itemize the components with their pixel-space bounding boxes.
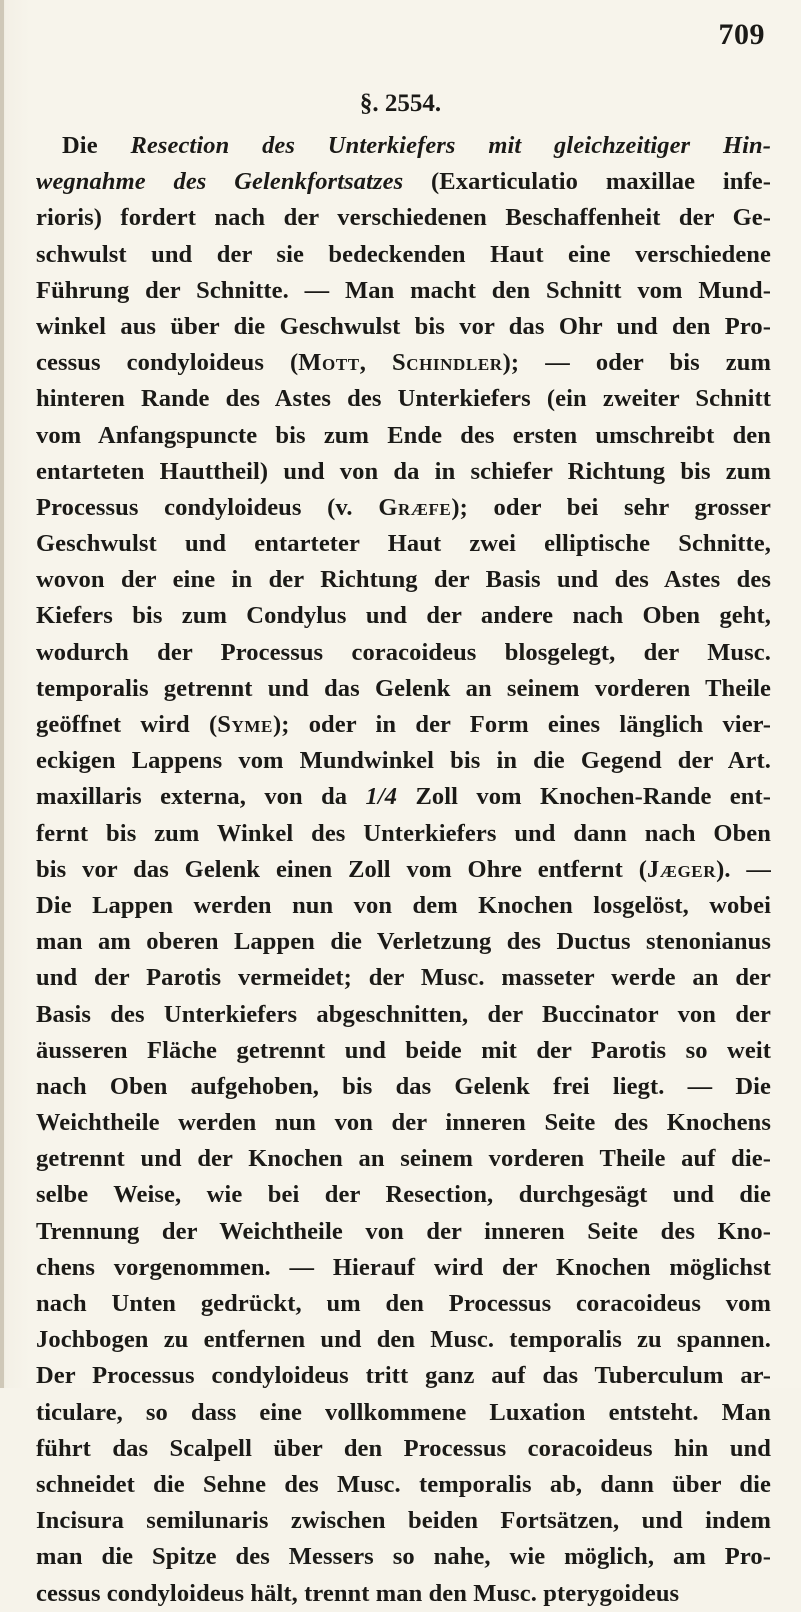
text-run: wodurch der Processus coracoideus blosgelegt, der Musc. xyxy=(36,638,771,666)
text-line xyxy=(36,779,771,815)
author-name: Syme xyxy=(217,711,273,738)
text-line xyxy=(36,1250,771,1286)
text-run: winkel aus über die Geschwulst bis vor das Ohr und den Pro- xyxy=(36,312,771,340)
italic-text: Resection des Unterkiefers mit gleichzeitiger Hin- xyxy=(130,132,771,159)
text-run: ). — xyxy=(716,855,771,883)
text-line xyxy=(36,1214,771,1250)
text-run: maxillaris externa, von da xyxy=(36,783,366,811)
text-line xyxy=(36,200,771,236)
text-run: führt das Scalpell über den Processus coracoideus hin und xyxy=(36,1434,771,1462)
text-line xyxy=(36,418,771,454)
text-run: nach Unten gedrückt, um den Processus coracoideus vom xyxy=(36,1290,771,1317)
text-run: rioris) fordert nach der verschiedenen Beschaffenheit der Ge- xyxy=(36,204,771,232)
text-line xyxy=(36,1358,771,1394)
text-line xyxy=(36,562,771,598)
text-run: schneidet die Sehne des Musc. temporalis ab, dann über die xyxy=(36,1470,771,1498)
author-name: Schindler xyxy=(392,349,503,377)
section-heading: §. 2554. xyxy=(359,90,442,117)
text-run: man die Spitze des Messers so nahe, wie möglich, am Pro- xyxy=(36,1543,771,1571)
author-name: Græfe xyxy=(378,493,452,521)
text-run: man am oberen Lappen die Verletzung des Ductus stenonianus xyxy=(36,928,771,956)
text-run: Jochbogen zu entfernen und den Musc. temporalis zu spannen. xyxy=(36,1326,771,1354)
text-run: Incisura semilunaris zwischen beiden Fortsätzen, und indem xyxy=(36,1507,771,1535)
text-run: Processus condyloideus (v. xyxy=(36,493,379,521)
text-run: eckigen Lappens vom Mundwinkel bis in die Gegend der Art. xyxy=(36,747,771,775)
text-line xyxy=(36,997,771,1033)
text-run: temporalis getrennt und das Gelenk an seinem vorderen Theile xyxy=(36,674,771,702)
text-line xyxy=(36,1503,771,1539)
text-run: cessus condyloideus ( xyxy=(36,349,299,377)
text-line xyxy=(36,490,771,526)
body-text xyxy=(36,128,771,1612)
text-line xyxy=(36,924,771,960)
text-run: Kiefers bis zum Condylus und der andere nach Oben geht, xyxy=(36,602,771,630)
text-run: Basis des Unterkiefers abgeschnitten, der Buccinator von der xyxy=(36,1000,771,1028)
text-run: bis vor das Gelenk einen Zoll vom Ohre entfernt ( xyxy=(36,855,647,883)
page-number: 709 xyxy=(718,18,765,51)
text-run: Die Lappen werden nun von dem Knochen losgelöst, wobei xyxy=(36,891,771,919)
author-name: Mott xyxy=(298,349,360,377)
text-line xyxy=(36,671,771,707)
text-line xyxy=(36,526,771,562)
text-line xyxy=(36,309,771,345)
text-run: ticulare, so dass eine vollkommene Luxation entsteht. Man xyxy=(36,1398,771,1426)
text-run: selbe Weise, wie bei der Resection, durchgesägt und die xyxy=(36,1181,771,1209)
text-run: , xyxy=(359,349,392,377)
text-line xyxy=(36,237,771,273)
text-run: vom Anfangspuncte bis zum Ende des ersten umschreibt den xyxy=(36,421,771,449)
text-run: getrennt und der Knochen an seinem vorderen Theile auf die- xyxy=(36,1145,771,1173)
text-run: nach Oben aufgehoben, bis das Gelenk frei liegt. — Die xyxy=(36,1072,771,1100)
text-run: Geschwulst und entarteter Haut zwei elliptische Schnitte, xyxy=(36,530,771,558)
text-line xyxy=(36,598,771,634)
text-run: äusseren Fläche getrennt und beide mit der Parotis so weit xyxy=(36,1036,771,1064)
text-run: geöffnet wird ( xyxy=(36,711,218,738)
text-run: Der Processus condyloideus tritt ganz auf das Tuberculum ar- xyxy=(36,1362,771,1390)
text-run: und der Parotis vermeidet; der Musc. masseter werde an der xyxy=(36,964,771,992)
text-line xyxy=(36,345,771,381)
text-line xyxy=(36,1105,771,1141)
text-run: ); oder bei sehr grosser xyxy=(451,493,771,521)
italic-text: wegnahme des Gelenkfortsatzes xyxy=(36,168,404,196)
text-line xyxy=(36,1539,771,1575)
text-run: hinteren Rande des Astes des Unterkiefers (ein zweiter Schnitt xyxy=(36,385,771,413)
page-gutter-edge xyxy=(0,0,4,1388)
text-run: fernt bis zum Winkel des Unterkiefers und dann nach Oben xyxy=(36,819,771,847)
text-line xyxy=(36,852,771,888)
text-run: wovon der eine in der Richtung der Basis und des Astes des xyxy=(36,566,771,594)
text-run: ); oder in der Form eines länglich vier- xyxy=(272,711,771,738)
text-run: Zoll vom Knochen-Rande ent- xyxy=(397,783,771,811)
text-line xyxy=(36,1467,771,1503)
italic-text: 1/4 xyxy=(365,783,398,811)
text-line xyxy=(36,1395,771,1431)
text-run: entarteten Hauttheil) und von da in schiefer Richtung bis zum xyxy=(36,457,771,485)
text-line xyxy=(36,1069,771,1105)
text-line xyxy=(36,1033,771,1069)
text-line xyxy=(36,816,771,852)
text-line xyxy=(36,960,771,996)
text-line xyxy=(36,128,771,164)
text-run: (Exarticulatio maxillae infe- xyxy=(403,168,771,196)
text-run: ); — oder bis zum xyxy=(502,349,771,377)
text-run: Trennung der Weichtheile von der inneren Seite des Kno- xyxy=(36,1217,771,1245)
text-line xyxy=(36,1177,771,1213)
text-run: Die xyxy=(62,132,131,159)
text-line xyxy=(36,381,771,417)
text-run: Weichtheile werden nun von der inneren Seite des Knochens xyxy=(36,1109,771,1137)
text-line xyxy=(36,1576,771,1612)
text-line xyxy=(36,635,771,671)
author-name: Jæger xyxy=(647,855,717,883)
text-line xyxy=(36,888,771,924)
text-line xyxy=(36,743,771,779)
text-line xyxy=(36,1286,771,1322)
text-line xyxy=(36,164,771,200)
text-line xyxy=(36,454,771,490)
text-run: Führung der Schnitte. — Man macht den Schnitt vom Mund- xyxy=(36,276,771,304)
text-run: schwulst und der sie bedeckenden Haut eine verschiedene xyxy=(36,240,771,268)
text-line xyxy=(36,1431,771,1467)
text-run: chens vorgenommen. — Hierauf wird der Knochen möglichst xyxy=(36,1253,771,1281)
text-line xyxy=(36,273,771,309)
text-line xyxy=(36,707,771,743)
text-run: cessus condyloideus hält, trennt man den Musc. pterygoideus xyxy=(36,1579,680,1607)
text-line xyxy=(36,1141,771,1177)
text-line xyxy=(36,1322,771,1358)
